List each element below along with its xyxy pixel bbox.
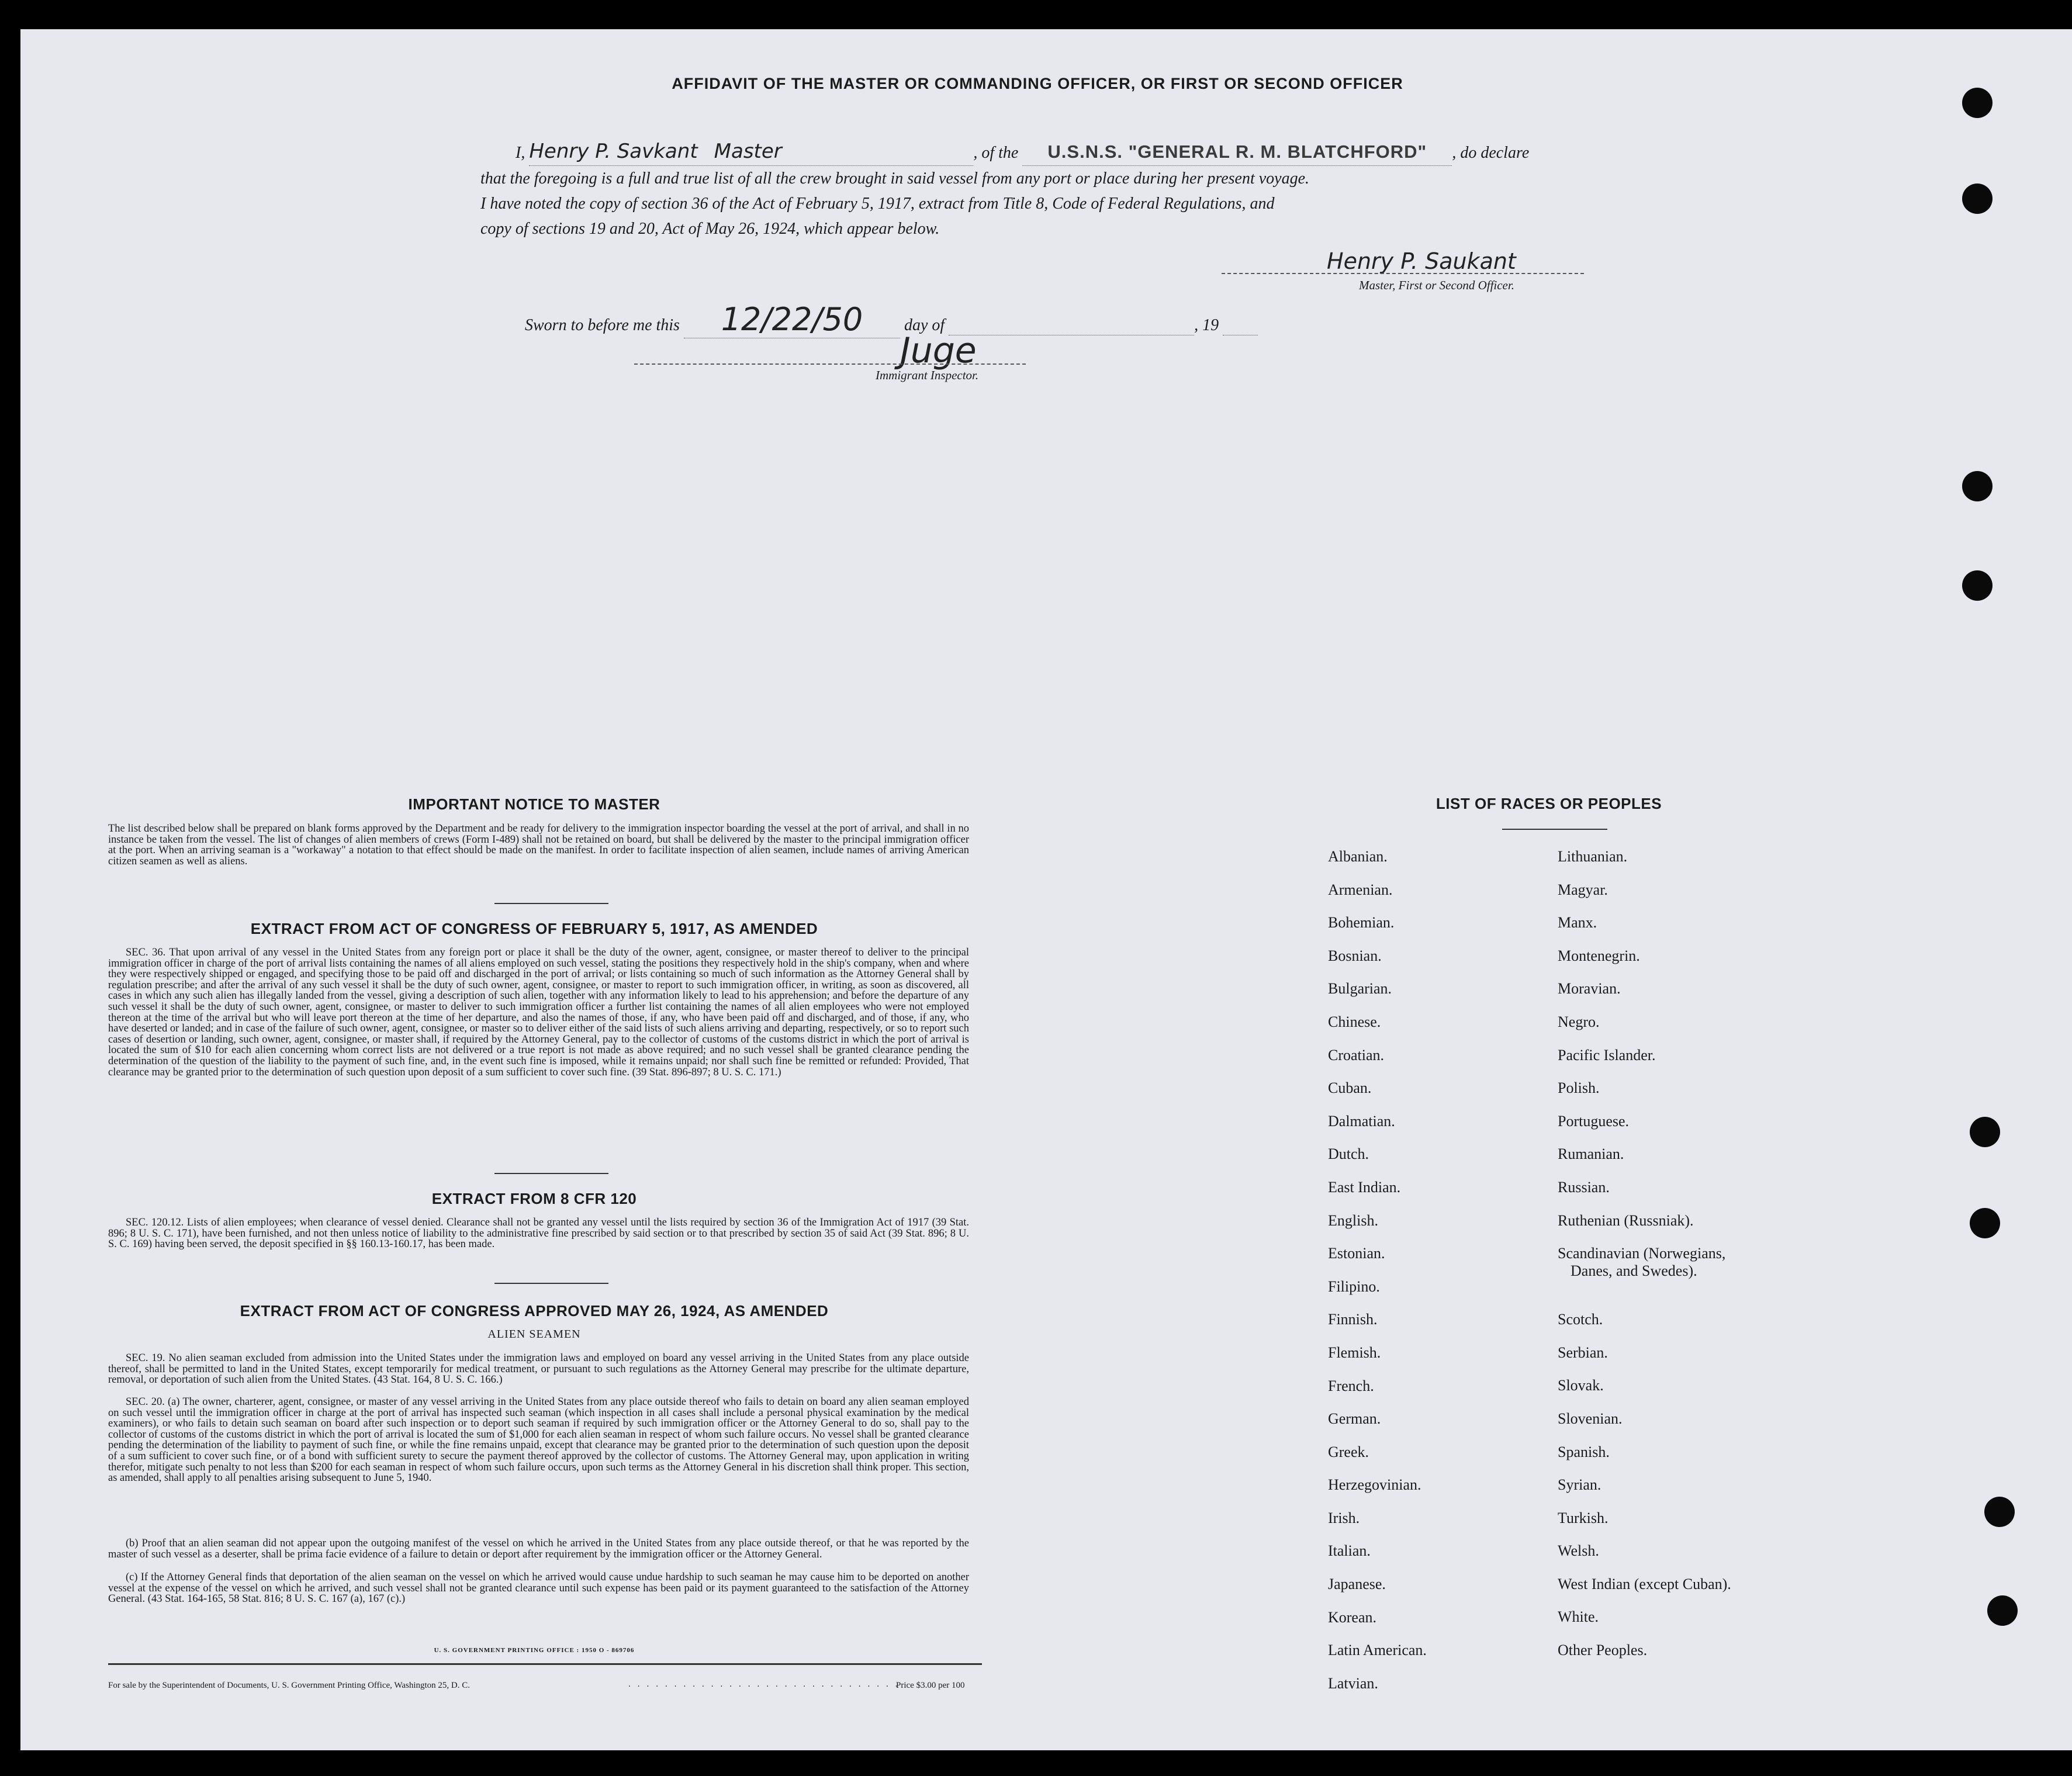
- month-field: [949, 316, 1194, 335]
- race-item: English.: [1328, 1211, 1378, 1229]
- race-item: Negro.: [1558, 1013, 1600, 1030]
- race-item: Finnish.: [1328, 1311, 1378, 1328]
- race-item: White.: [1558, 1608, 1599, 1626]
- declaration-line-2: that the foregoing is a full and true list of all the crew brought in said vessel from any port or place during her present voyage.: [480, 169, 1310, 188]
- sworn-prefix: Sworn to before me this: [525, 316, 680, 334]
- race-item: Turkish.: [1558, 1509, 1609, 1526]
- divider-1: [494, 903, 608, 904]
- races-column-1: [1328, 849, 1427, 1708]
- race-item: Bosnian.: [1328, 947, 1382, 964]
- punch-hole-4: [1962, 570, 1993, 601]
- races-title: LIST OF RACES OR PEOPLES: [1435, 795, 1662, 812]
- race-item: Serbian.: [1558, 1344, 1608, 1361]
- declarant-name-handwritten: Henry P. Savkant: [529, 140, 698, 163]
- do-declare-text: , do declare: [1452, 144, 1530, 162]
- punch-hole-6: [1970, 1208, 2000, 1238]
- footer-right: Price $3.00 per 100: [896, 1681, 965, 1690]
- notice-title: IMPORTANT NOTICE TO MASTER: [408, 795, 660, 813]
- punch-hole-5: [1970, 1117, 2000, 1147]
- declaration-line-1: [480, 139, 1591, 166]
- race-item: Lithuanian.: [1558, 848, 1628, 865]
- races-column-2: [1558, 849, 1731, 1675]
- race-item: Manx.: [1558, 914, 1597, 932]
- race-item: Russian.: [1558, 1178, 1610, 1196]
- declarant-rank-handwritten: Master: [714, 140, 782, 163]
- race-item: Korean.: [1328, 1608, 1377, 1626]
- race-item: Filipino.: [1328, 1278, 1380, 1295]
- punch-hole-8: [1987, 1595, 2018, 1626]
- race-item: Dutch.: [1328, 1145, 1369, 1163]
- punch-hole-3: [1962, 471, 1993, 501]
- race-item: Japanese.: [1328, 1576, 1386, 1593]
- race-item: Croatian.: [1328, 1046, 1385, 1064]
- race-item: Rumanian.: [1558, 1145, 1624, 1163]
- race-item: Armenian.: [1328, 881, 1393, 898]
- footer-dots: ..............................: [628, 1680, 905, 1689]
- year-prefix: , 19: [1194, 316, 1219, 334]
- race-item: Montenegrin.: [1558, 947, 1640, 964]
- footer-rule: [108, 1663, 982, 1665]
- race-item: Syrian.: [1558, 1476, 1601, 1494]
- race-item: Cuban.: [1328, 1079, 1372, 1097]
- race-item: Danes, and Swedes).: [1571, 1262, 1697, 1280]
- extract-1924-sec20a: SEC. 20. (a) The owner, charterer, agent, consignee, or master of any vessel arriving in the United States from any place outside thereof who fails to detain on board any alien seaman employed on such vessel until the immigration officer in charge at the port of arrival has inspected such seaman (which inspection in all cases shall include a personal physical examination by the medical examiners), or who fails to detain such seaman on board after such inspection or to deport such seaman if required by such immigration officer or the Attorney General to do so, shall pay to the collector of customs of the customs district in which the port of arrival is located the sum of $1,000 for each alien seaman in respect of whom such failure occurs. No vessel shall be granted clearance pending the determination of the liability to payment of such fine, or while the fine remains unpaid, except that clearance may be granted prior to the determination of such question upon the deposit of a sum sufficient to cover such fine, or of a bond with sufficient surety to secure the payment thereof approved by the collector of customs. The Attorney General may, upon application in writing therefor, mitigate such penalty to not less than $200 for each seaman in respect of whom such failure occurs, upon such terms as the Attorney General in his discretion shall think proper. This section, as amended, shall apply to all penalties arising subsequent to June 5, 1940.: [108, 1396, 969, 1484]
- race-item: Herzegovinian.: [1328, 1476, 1421, 1494]
- extract-cfr-text: SEC. 120.12. Lists of alien employees; when clearance of vessel denied. Clearance shall not be granted any vessel until the lists required by section 36 of the Immigration Act of 1917 (39 Stat. 896; 8 U. S. C. 171), have been furnished, and not then unless notice of liability to the administrative fine prescribed by said section or to that prescribed by section 35 of said Act (39 Stat. 896; 8 U. S. C. 169) having been served, the deposit specified in §§ 160.13-160.17, has been made.: [108, 1217, 969, 1251]
- race-item: French.: [1328, 1377, 1374, 1394]
- affidavit-declaration: [480, 139, 1591, 241]
- race-item: Chinese.: [1328, 1013, 1381, 1030]
- race-item: Italian.: [1328, 1542, 1371, 1560]
- race-item: Welsh.: [1558, 1542, 1599, 1560]
- race-item: Polish.: [1558, 1079, 1600, 1097]
- master-signature-line: [1222, 273, 1584, 274]
- race-item: Albanian.: [1328, 848, 1388, 865]
- sworn-statement: [525, 301, 1258, 338]
- inspector-signature: Juge: [900, 330, 977, 371]
- extract-1924-sec20b: (b) Proof that an alien seaman did not appear upon the outgoing manifest of the vessel on which he arrived in the United States from any place outside thereof, or that he was reported by the master of such vessel as a deserter, shall be prima facie evidence of a failure to detain or deport after requirement by the immigration officer or the Attorney General.: [108, 1538, 969, 1560]
- extract-1924-sec20c: (c) If the Attorney General finds that deportation of the alien seaman on the vessel on which he arrived would cause undue hardship to such seaman he may cause him to be deported on another vessel at the expense of the vessel on which he arrived, and such vessel shall not be granted clearance until such expense has been paid or its payment guaranteed to the satisfaction of the Attorney General. (43 Stat. 164-165, 58 Stat. 816; 8 U. S. C. 167 (a), 167 (c).): [108, 1571, 969, 1605]
- affidavit-title: AFFIDAVIT OF THE MASTER OR COMMANDING OFFICER, OR FIRST OR SECOND OFFICER: [672, 75, 1403, 92]
- extract-1917-text: SEC. 36. That upon arrival of any vessel in the United States from any foreign port or place it shall be the duty of the owner, agent, consignee, or master thereof to deliver to the principal immigration officer in charge of the port of arrival lists containing the names of all aliens employed on such vessel, stating the positions they respectively hold in the ship's company, when and where they were respectively shipped or engaged, and specifying those to be paid off and discharged in the port of arrival; or lists containing so much of such information as the Attorney General shall by regulation prescribe; and after the arrival of any such vessel it shall be the duty of such owner, agent, consignee, or master to report to such immigration officer, in writing, as soon as discovered, all cases in which any such alien has illegally landed from the vessel, giving a description of such alien, together with any information likely to lead to his apprehension; and before the departure of any such vessel it shall be the duty of such owner, agent, consignee, or master to deliver to such immigration officer a further list containing the names of all alien employees who were not employed thereon at the time of the arrival but who will leave port thereon at the time of her departure, and also the names of those, if any, who have been paid off and discharged, and of those, if any, who have deserted or landed; and in case of the failure of such owner, agent, consignee, or master so to deliver either of the said lists of such aliens arriving and departing, respectively, or so to report such cases of desertion or landing, such owner, agent, consignee, or master shall, if required by the Attorney General, pay to the collector of customs of the customs district in which the port of arrival is located the sum of $10 for each alien concerning whom correct lists are not delivered or a true report is not made as above required; and no such vessel shall be granted clearance pending the determination of the question of the liability to the payment of such fine, and, in the event such fine is imposed, while it remains unpaid; nor shall such fine be remitted or refunded: Provided, That clearance may be granted prior to the determination of such question upon deposit of a sum sufficient to cover such fine. (39 Stat. 896-897; 8 U. S. C. 171.): [108, 947, 969, 1078]
- extract-1917-title: EXTRACT FROM ACT OF CONGRESS OF FEBRUARY 5, 1917, AS AMENDED: [250, 920, 818, 937]
- document-page: [20, 29, 2072, 1750]
- race-item: Slovenian.: [1558, 1410, 1623, 1427]
- race-item: Bohemian.: [1328, 914, 1395, 932]
- master-signature-caption: Master, First or Second Officer.: [1359, 278, 1514, 292]
- printing-office-line: U. S. GOVERNMENT PRINTING OFFICE : 1950 O - 869706: [434, 1647, 635, 1654]
- footer-left: For sale by the Superintendent of Documents, U. S. Government Printing Office, Washington 25, D. C.: [108, 1681, 470, 1690]
- sworn-date-field: [684, 301, 900, 338]
- extract-cfr-title: EXTRACT FROM 8 CFR 120: [431, 1190, 637, 1207]
- race-item: West Indian (except Cuban).: [1558, 1575, 1731, 1592]
- master-signature: Henry P. Saukant: [1327, 248, 1516, 274]
- race-item: Scandinavian (Norwegians,: [1558, 1245, 1726, 1262]
- race-item: Scotch.: [1558, 1311, 1603, 1328]
- race-item: Slovak.: [1558, 1377, 1604, 1394]
- race-item: Bulgarian.: [1328, 980, 1392, 998]
- race-item: Ruthenian (Russniak).: [1558, 1211, 1694, 1229]
- race-item: Latin American.: [1328, 1642, 1427, 1659]
- declaration-prefix: I,: [516, 144, 525, 162]
- inspector-caption: Immigrant Inspector.: [876, 368, 979, 382]
- year-field: [1223, 316, 1258, 335]
- declaration-line-3: I have noted the copy of section 36 of the Act of February 5, 1917, extract from Title 8, Code of Federal Regulations, and: [480, 195, 1275, 213]
- divider-3: [494, 1283, 608, 1284]
- divider-2: [494, 1173, 608, 1174]
- race-item: Portuguese.: [1558, 1112, 1630, 1130]
- extract-1924-subtitle: ALIEN SEAMEN: [487, 1328, 581, 1341]
- vessel-name-stamp: U.S.N.S. "GENERAL R. M. BLATCHFORD": [1047, 141, 1427, 162]
- race-item: Latvian.: [1328, 1674, 1378, 1692]
- race-item: Magyar.: [1558, 881, 1608, 898]
- race-item: East Indian.: [1328, 1178, 1401, 1196]
- vessel-name-field: [1022, 139, 1452, 166]
- inspector-signature-line: [634, 363, 1026, 365]
- punch-hole-1: [1962, 88, 1993, 118]
- race-item: Spanish.: [1558, 1443, 1610, 1460]
- race-item: Dalmatian.: [1328, 1112, 1395, 1130]
- of-the-text: , of the: [973, 144, 1019, 162]
- notice-text: The list described below shall be prepared on blank forms approved by the Department and be ready for delivery to the immigration inspector boarding the vessel at the port of arrival, and shall in no instance be taken from the vessel. The list of changes of alien members of crews (Form I-489) shall not be retained on board, but shall be delivered by the master to the principal immigration officer at the port. When an arriving seaman is a "workaway" a notation to that effect should be made on the manifest. In order to facilitate inspection of alien seamen, include names of arriving American citizen seamen as well as aliens.: [108, 823, 969, 867]
- sworn-date-handwritten: 12/22/50: [721, 301, 863, 338]
- race-item: Moravian.: [1558, 980, 1621, 998]
- race-item: Estonian.: [1328, 1245, 1385, 1262]
- race-item: Greek.: [1328, 1443, 1369, 1460]
- punch-hole-2: [1962, 184, 1993, 214]
- extract-1924-title: EXTRACT FROM ACT OF CONGRESS APPROVED MAY 26, 1924, AS AMENDED: [240, 1302, 829, 1320]
- race-item: Irish.: [1328, 1509, 1360, 1526]
- race-item: Flemish.: [1328, 1344, 1381, 1361]
- race-item: German.: [1328, 1410, 1381, 1428]
- race-item: Other Peoples.: [1558, 1642, 1648, 1659]
- races-title-rule: [1502, 829, 1607, 830]
- race-item: Pacific Islander.: [1558, 1046, 1656, 1064]
- declaration-line-4: copy of sections 19 and 20, Act of May 26, 1924, which appear below.: [480, 220, 940, 238]
- extract-1924-sec19: SEC. 19. No alien seaman excluded from admission into the United States under the immigration laws and employed on board any vessel arriving in the United States from any place outside thereof, shall be permitted to land in the United States, except temporarily for medical treatment, or pursuant to such regulations as the Attorney General may prescribe for the ultimate departure, removal, or deportation of such alien from the United States. (43 Stat. 164, 8 U. S. C. 166.): [108, 1352, 969, 1386]
- day-of-text: day of: [904, 316, 945, 334]
- declarant-name-field: [529, 139, 973, 166]
- punch-hole-7: [1984, 1497, 2015, 1527]
